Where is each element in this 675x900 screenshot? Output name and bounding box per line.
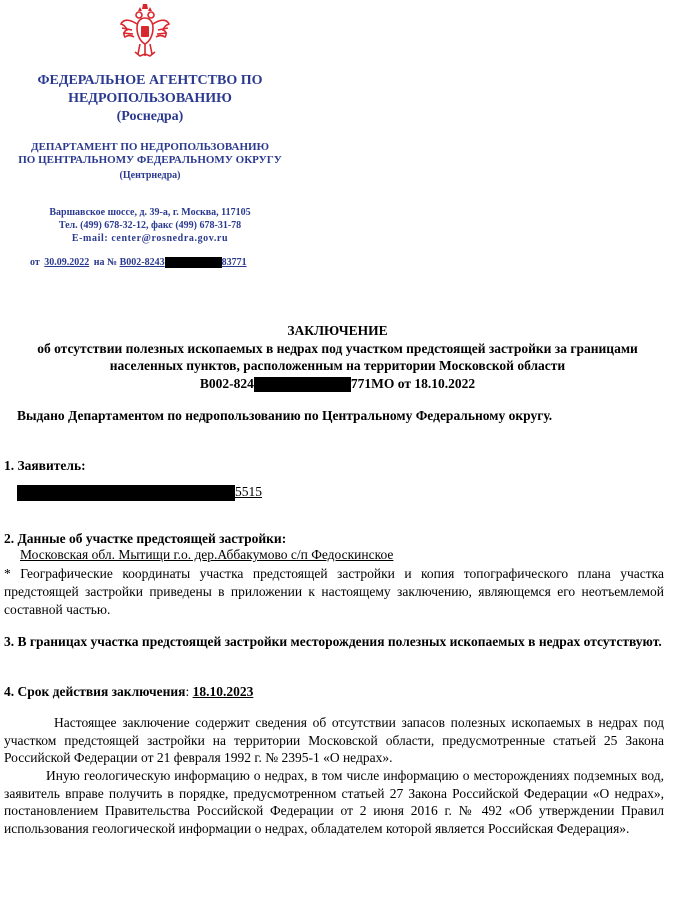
title-number-end: 771МО от 18.10.2022: [350, 375, 476, 391]
ref-from-label: от: [30, 257, 40, 268]
title-number-start: В002-824: [199, 375, 254, 391]
title-line1: ЗАКЛЮЧЕНИЕ: [287, 323, 388, 338]
ref-number-start: В002-8243: [119, 257, 165, 268]
department-name-line2: ПО ЦЕНТРАЛЬНОМУ ФЕДЕРАЛЬНОМУ ОКРУГУ: [18, 154, 282, 166]
title-line3: населенных пунктов, расположенным на территории Московской области: [109, 358, 566, 373]
agency-short-name: (Роснедра): [116, 109, 184, 124]
department-short-name: (Центрнедра): [119, 170, 181, 181]
phone-fax: Тел. (499) 678-32-12, факс (499) 678-31-78: [58, 220, 242, 231]
agency-name: [0, 72, 300, 126]
applicant-value-end: 5515: [235, 484, 262, 499]
department-name-line1: ДЕПАРТАМЕНТ ПО НЕДРОПОЛЬЗОВАНИЮ: [31, 141, 269, 153]
issued-by: Выдано Департаментом по недропользованию по Центральному Федеральному округу.: [17, 408, 553, 423]
paragraph-content-info: Настоящее заключение содержит сведения об отсутствии запасов полезных ископаемых в недрах под участком предстоящей застройки на территории Московской области, предусмотренные статьей 25 Закона Российской Федерации от 21 февраля 1992 г. № 2395-1 «О недрах».: [4, 715, 664, 765]
department-name: [0, 141, 300, 182]
ref-number-end: 83771: [221, 257, 247, 268]
redaction-bar: [165, 257, 222, 268]
contact-block: [0, 206, 300, 245]
ref-date: 30.09.2022: [44, 257, 90, 268]
title-line2: об отсутствии полезных ископаемых в недрах под участком предстоящей застройки за границами: [37, 340, 638, 356]
title-number: [0, 375, 675, 393]
redaction-bar: [17, 485, 235, 501]
applicant-heading: 1. Заявитель:: [4, 458, 86, 473]
agency-name-line1: ФЕДЕРАЛЬНОЕ АГЕНТСТВО ПО: [37, 73, 263, 88]
email: E-mail: center@rosnedra.gov.ru: [71, 233, 229, 244]
paragraph-geological-info: Иную геологическую информацию о недрах, в том числе информацию о месторождениях подземных вод, заявитель вправе получить в порядке, предусмотренном статьей 27 Закона Российской Федерации «О недрах», постановлением Правительства Российской Федерации от 2 июня 2016 г. № 492 «Об утверждении Правил использования геологической информации о недрах, обладателем которой является Российская Федерация».: [4, 768, 664, 836]
reference-line: [30, 257, 247, 268]
coordinates-note: * Географические координаты участка предстоящей застройки и копия топографического плана участка предстоящей застройки приведены в приложении к настоящему заключению, являющемся его неотъемлемой составной частью.: [4, 566, 664, 617]
agency-name-line2: НЕДРОПОЛЬЗОВАНИЮ: [68, 91, 232, 106]
russian-coat-of-arms-icon: [118, 4, 172, 62]
validity-date: 18.10.2023: [192, 684, 254, 699]
applicant-value: [17, 484, 262, 501]
deposits-absence-statement: 3. В границах участка предстоящей застройки месторождения полезных ископаемых в недрах отсутствуют.: [4, 634, 662, 649]
address: Варшавское шоссе, д. 39-а, г. Москва, 117105: [49, 207, 251, 218]
validity-label: 4. Срок действия заключения: [4, 684, 186, 699]
site-location: Московская обл. Мытищи г.о. дер.Аббакумово с/п Федоскинское: [20, 547, 394, 562]
site-data-heading: 2. Данные об участке предстоящей застройки:: [4, 531, 287, 546]
document-title: [0, 322, 675, 392]
validity-period: 4. Срок действия заключения: 18.10.2023: [4, 684, 254, 699]
ref-no-label: на №: [93, 257, 118, 268]
redaction-bar: [254, 377, 351, 392]
